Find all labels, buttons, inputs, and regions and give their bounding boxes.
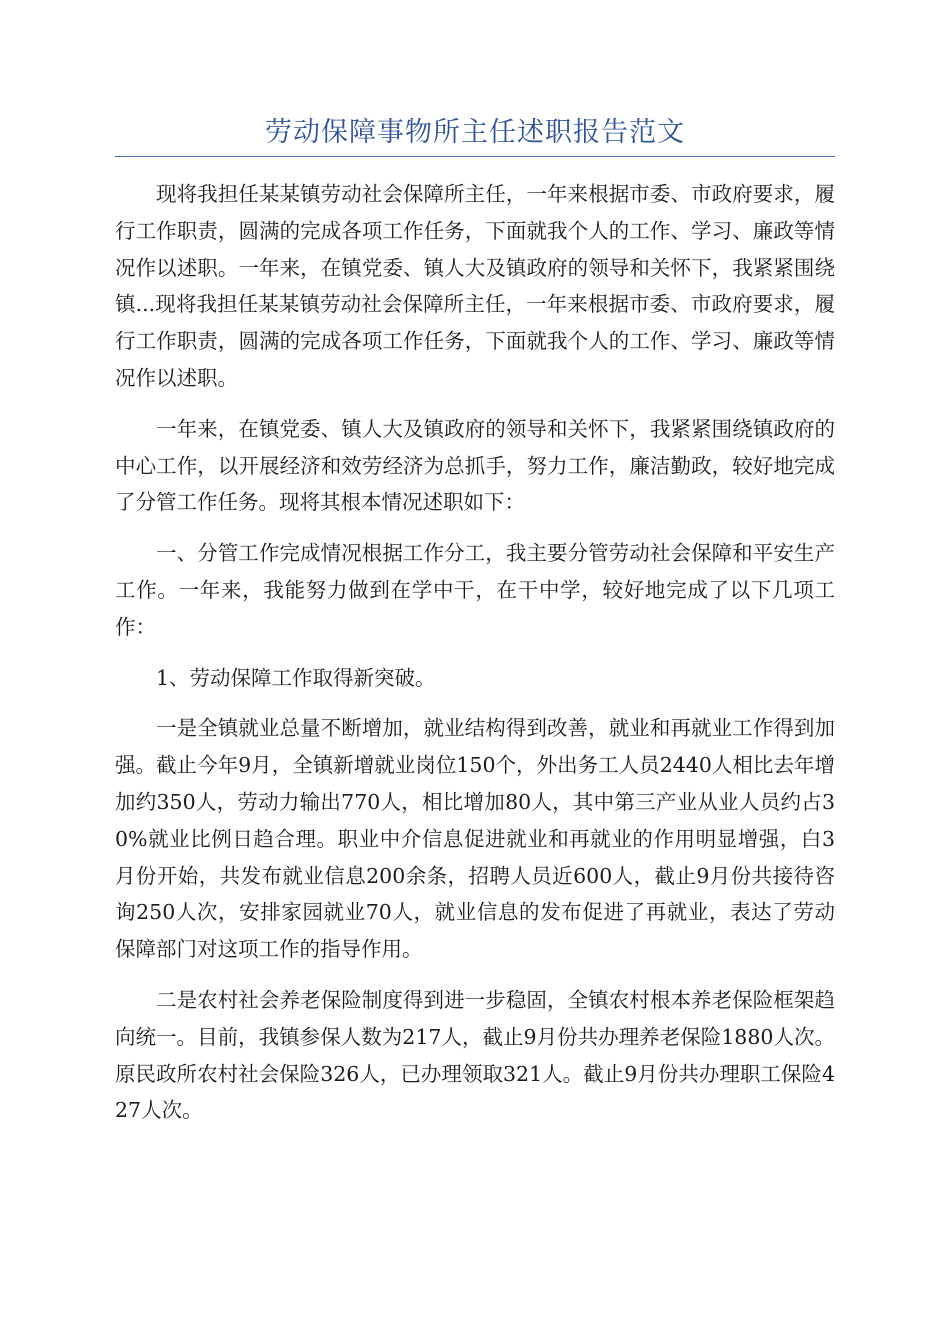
paragraph-employment: 一是全镇就业总量不断增加，就业结构得到改善，就业和再就业工作得到加强。截止今年9月，全镇新增就业岗位150个，外出务工人员2440人相比去年增加约350人，劳动力输出770人，相比增加80人，其中第三产业从业人员约占30%就业比例日趋合理。职业中介信息促进就业和再就业的作用明显增强，白3月份开始，共发布就业信息200余条，招聘人员近600人，截止9月份共接待咨询250人次，安排家园就业70人，就业信息的发布促进了再就业，表达了劳动保障部门对这项工作的指导作用。 xyxy=(115,716,835,962)
page-title: 劳动保障事物所主任述职报告范文 xyxy=(265,117,685,148)
paragraph-subheading: 1、劳动保障工作取得新突破。 xyxy=(156,665,436,690)
paragraph-section-one: 一、分管工作完成情况根据工作分工，我主要分管劳动社会保障和平安生产工作。一年来，我能努力做到在学中干，在干中学，较好地完成了以下几项工作： xyxy=(115,541,835,639)
document-body xyxy=(115,176,835,1143)
paragraph-summary: 一年来，在镇党委、镇人大及镇政府的领导和关怀下，我紧紧围绕镇政府的中心工作，以开展经济和效劳经济为总抓手，努力工作，廉洁勤政，较好地完成了分管工作任务。现将其根本情况述职如下： xyxy=(115,416,835,515)
title-block xyxy=(115,110,835,157)
paragraph-intro: 现将我担任某某镇劳动社会保障所主任，一年来根据市委、市政府要求，履行工作职责，圆满的完成各项工作任务，下面就我个人的工作、学习、廉政等情况作以述职。一年来，在镇党委、镇人大及镇政府的领导和关怀下，我紧紧围绕镇...现将我担任某某镇劳动社会保障所主任，一年来根据市委、市政府要求，履行工作职责，圆满的完成各项工作任务，下面就我个人的工作、学习、廉政等情况作以述职。 xyxy=(115,182,835,390)
paragraph-pension: 二是农村社会养老保险制度得到进一步稳固，全镇农村根本养老保险框架趋向统一。目前，我镇参保人数为217人，截止9月份共办理养老保险1880人次。原民政所农村社会保险326人，已办理领取321人。截止9月份共办理职工保险427人次。 xyxy=(115,987,835,1123)
